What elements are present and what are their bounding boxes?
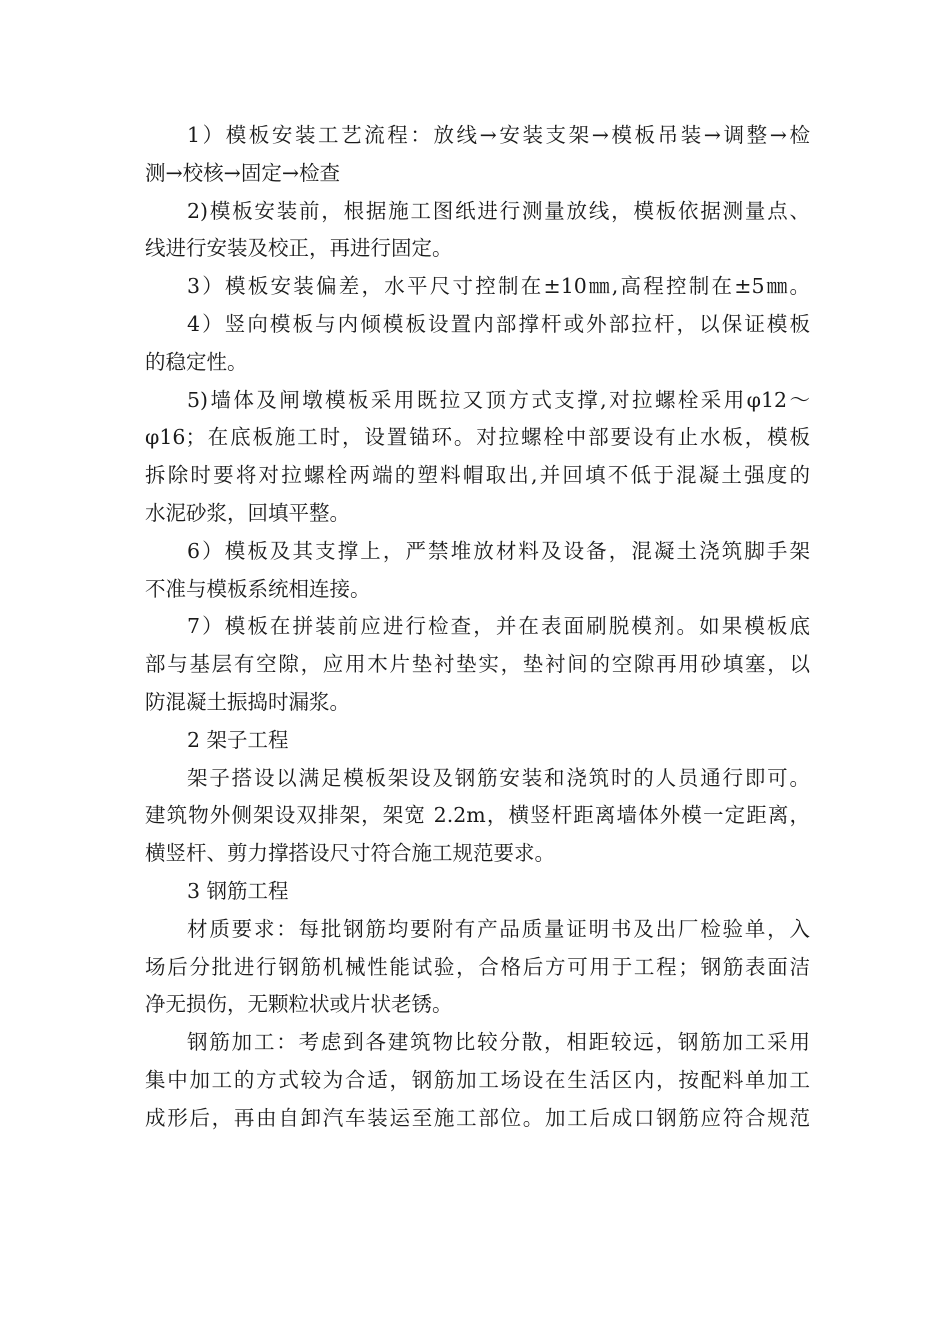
text-line: 2)模板安装前，根据施工图纸进行测量放线，模板依据测量点、: [187, 198, 810, 223]
text-line: 部与基层有空隙，应用木片垫衬垫实，垫衬间的空隙再用砂填塞，以: [145, 652, 810, 677]
section-heading: 3 钢筋工程: [187, 878, 289, 903]
text-line: 成形后，再由自卸汽车装运至施工部位。加工后成口钢筋应符合规范: [145, 1105, 810, 1130]
text-line: 净无损伤，无颗粒状或片状老锈。: [145, 992, 453, 1017]
text-line: 场后分批进行钢筋机械性能试验，合格后方可用于工程；钢筋表面洁: [145, 954, 810, 979]
text-line: 5)墙体及闸墩模板采用既拉又顶方式支撑,对拉螺栓采用φ12～: [187, 387, 810, 412]
text-line: 拆除时要将对拉螺栓两端的塑料帽取出,并回填不低于混凝土强度的: [145, 463, 810, 488]
text-line: 建筑物外侧架设双排架，架宽 2.2m，横竖杆距离墙体外模一定距离，: [145, 803, 810, 828]
document-body: [145, 117, 810, 1138]
text-line: 横竖杆、剪力撑搭设尺寸符合施工规范要求。: [145, 841, 555, 866]
text-line: 3）模板安装偏差，水平尺寸控制在±10㎜,高程控制在±5㎜。: [187, 274, 810, 299]
text-line: 测→校核→固定→检查: [145, 160, 341, 185]
text-line: 7）模板在拼装前应进行检查，并在表面刷脱模剂。如果模板底: [187, 614, 810, 639]
text-line: 防混凝土振捣时漏浆。: [145, 689, 350, 714]
text-line: 4）竖向模板与内倾模板设置内部撑杆或外部拉杆，以保证模板: [187, 311, 810, 336]
text-line: 材质要求：每批钢筋均要附有产品质量证明书及出厂检验单，入: [187, 916, 810, 941]
text-line: 线进行安装及校正，再进行固定。: [145, 236, 453, 261]
text-line: 的稳定性。: [145, 349, 248, 374]
text-line: 1）模板安装工艺流程：放线→安装支架→模板吊装→调整→检: [187, 123, 810, 147]
text-line: 水泥砂浆，回填平整。: [145, 500, 350, 525]
section-heading: 2 架子工程: [187, 727, 289, 752]
text-line: φ16；在底板施工时，设置锚环。对拉螺栓中部要设有止水板，模板: [145, 425, 810, 450]
text-line: 架子搭设以满足模板架设及钢筋安装和浇筑时的人员通行即可。: [187, 765, 810, 790]
text-line: 钢筋加工：考虑到各建筑物比较分散，相距较远，钢筋加工采用: [187, 1030, 810, 1055]
text-line: 6）模板及其支撑上，严禁堆放材料及设备，混凝土浇筑脚手架: [187, 538, 810, 563]
text-line: 不准与模板系统相连接。: [145, 576, 371, 601]
text-line: 集中加工的方式较为合适，钢筋加工场设在生活区内，按配料单加工: [145, 1067, 810, 1092]
